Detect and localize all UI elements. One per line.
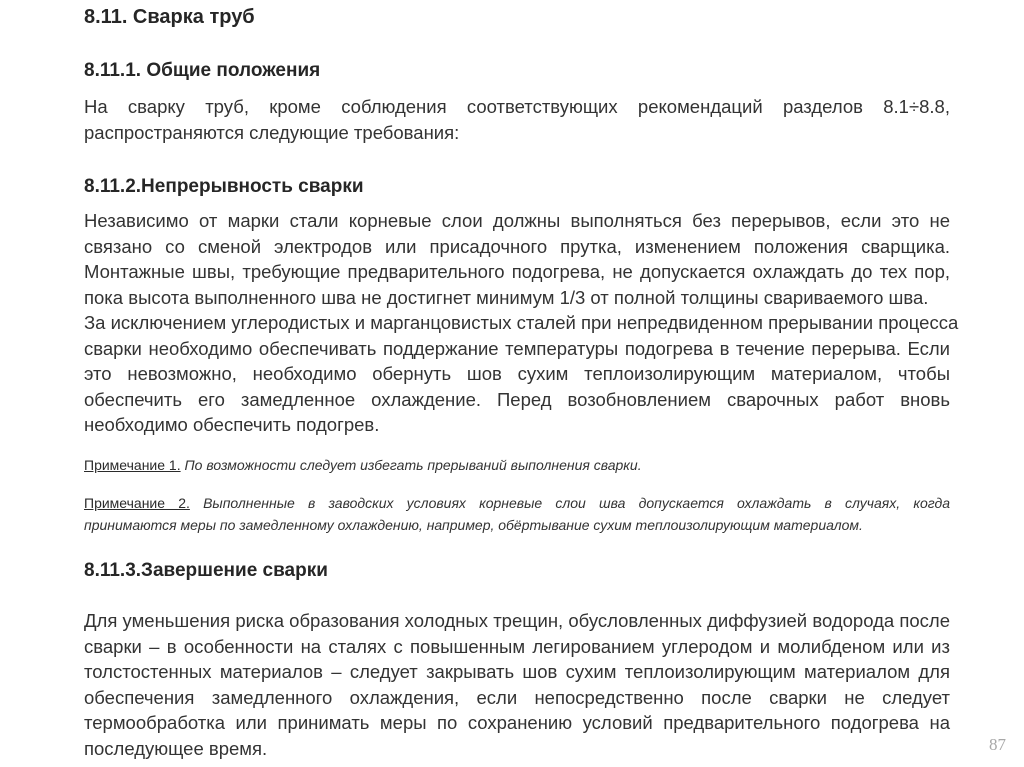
- note-2: [84, 492, 950, 536]
- completion-paragraph: [84, 608, 950, 761]
- paragraph-line: На сварку труб, кроме соблюдения соответствующих рекомендаций разделов 8.1÷8.8,: [84, 96, 950, 117]
- general-paragraph: [84, 94, 950, 145]
- paragraph-line: термообработка или принимать меры по сохранению условий предварительного подогрева на: [84, 712, 950, 733]
- paragraph-line: обеспечения замедленного охлаждения, если непосредственно после сварки не следует: [84, 686, 950, 708]
- note-1-text: По возможности следует избегать прерываний выполнения сварки.: [184, 457, 642, 473]
- paragraph-line: За исключением углеродистых и марганцовистых сталей при непредвиденном прерывании процесса: [84, 312, 959, 333]
- paragraph-line: толстостенных материалов – следует закрывать шов сухим теплоизолирующим материалом для: [84, 661, 950, 682]
- paragraph-line: обеспечить его замедленное охлаждение. Перед возобновлением сварочных работ вновь: [84, 388, 950, 410]
- paragraph-line: последующее время.: [84, 737, 268, 759]
- paragraph-line: связано со сменой электродов или присадочного прутка, изменением положения сварщика.: [84, 235, 950, 257]
- paragraph-line: сварки необходимо обеспечивать поддержание температуры подогрева в течение перерыва. Если: [84, 337, 950, 359]
- note-2-text: Выполненные в заводских условиях корневые слои шва допускается охлаждать в случаях, когда: [203, 495, 950, 511]
- note-1-label: Примечание 1.: [84, 457, 181, 473]
- paragraph-line: пока высота выполненного шва не достигнет минимум 1/3 от полной толщины свариваемого шва.: [84, 286, 929, 308]
- continuity-paragraph: [84, 208, 959, 438]
- paragraph-line: Независимо от марки стали корневые слои должны выполняться без перерывов, если это не: [84, 210, 950, 231]
- note-line: [84, 492, 950, 514]
- note-line: [84, 454, 950, 476]
- note-line: принимаются меры по замедленному охлаждению, например, обёртывание сухим теплоизолирующим материалом.: [84, 517, 863, 533]
- paragraph-line: это невозможно, необходимо обернуть шов сухим теплоизолирующим материалом, чтобы: [84, 363, 950, 384]
- section-title: 8.11. Сварка труб: [84, 6, 255, 28]
- paragraph-line: Для уменьшения риска образования холодных трещин, обусловленных диффузией водорода после: [84, 610, 950, 631]
- page-number: 87: [989, 735, 1006, 754]
- general-heading: 8.11.1. Общие положения: [84, 60, 321, 81]
- note-2-label: Примечание 2.: [84, 495, 190, 511]
- paragraph-line: необходимо обеспечить подогрев.: [84, 414, 380, 435]
- completion-heading: 8.11.3.Завершение сварки: [84, 560, 328, 581]
- paragraph-line: Монтажные швы, требующие предварительного подогрева, не допускается охлаждать до тех пор,: [84, 261, 950, 282]
- continuity-heading: 8.11.2.Непрерывность сварки: [84, 176, 364, 197]
- paragraph-line: распространяются следующие требования:: [84, 121, 460, 143]
- note-1: [84, 454, 950, 476]
- paragraph-line: сварки – в особенности на сталях с повышенным легированием углеродом и молибденом или из: [84, 635, 950, 657]
